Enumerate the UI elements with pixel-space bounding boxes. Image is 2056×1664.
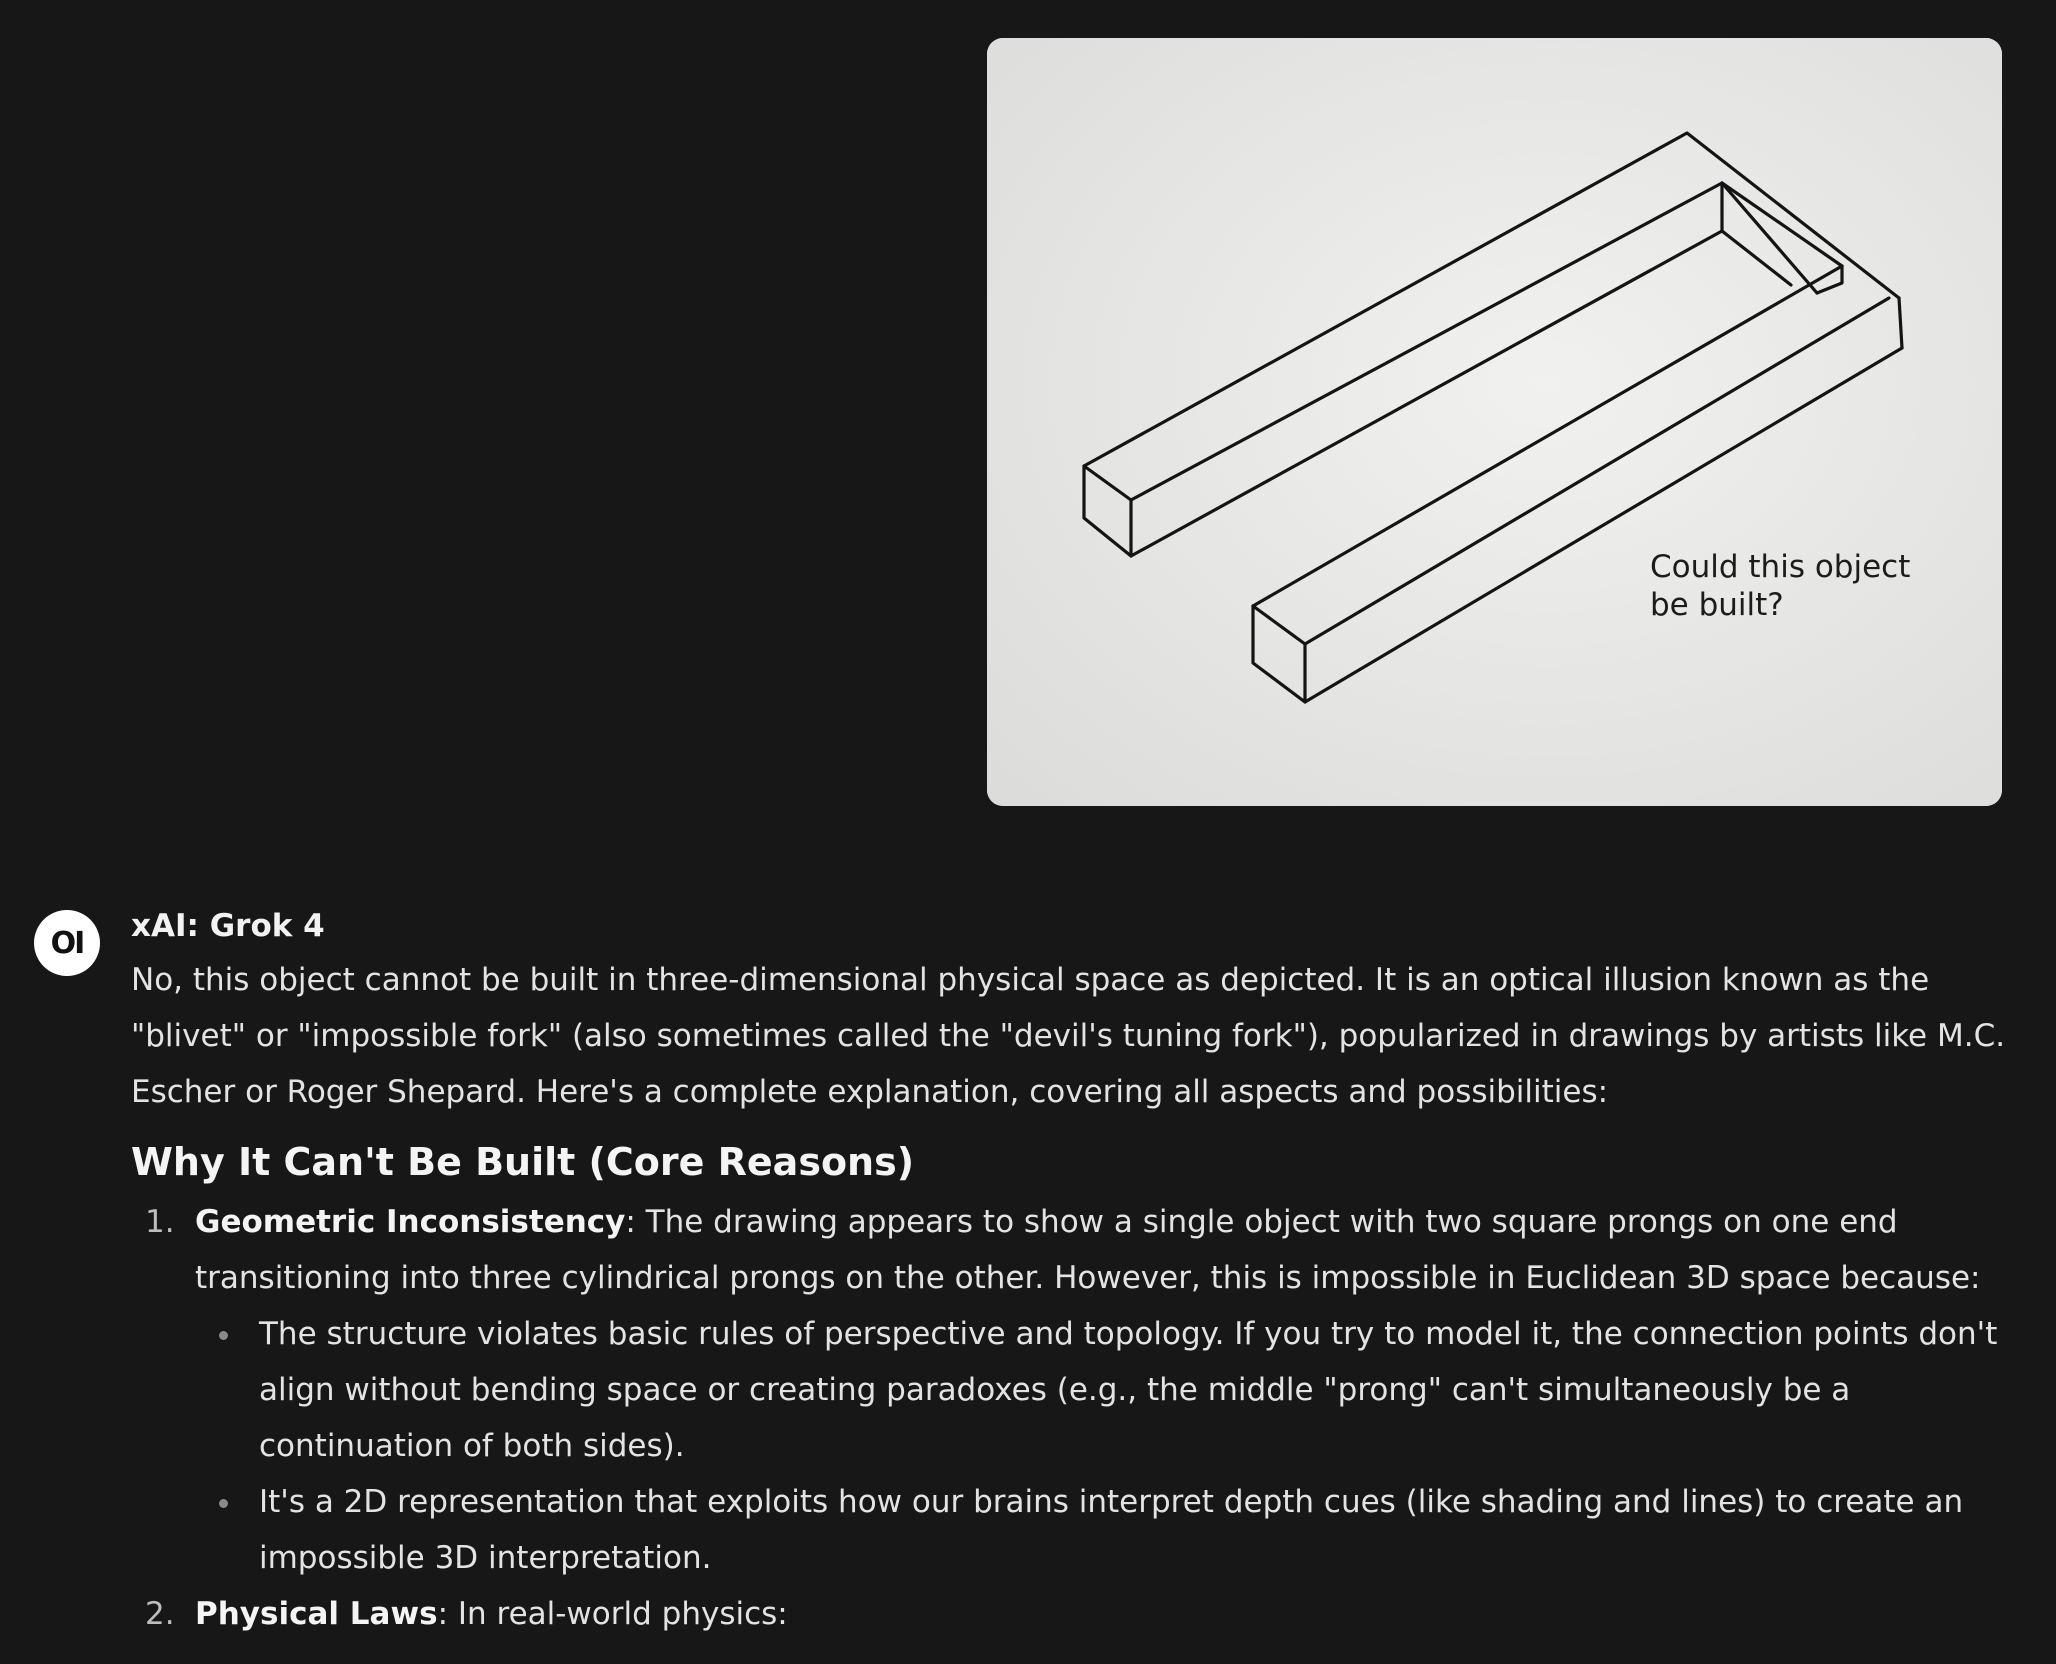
uploaded-image[interactable]	[987, 38, 2002, 806]
list-text: : In real-world physics:	[437, 1596, 788, 1632]
bullet-list	[195, 1306, 2011, 1586]
list-item	[131, 1586, 2011, 1642]
assistant-message	[131, 900, 2011, 1642]
image-caption: Could this object be built?	[1650, 549, 1911, 623]
intro-paragraph: No, this object cannot be built in three-dimensional physical space as depicted. It is an optical illusion known as the "blivet" or "impossible fork" (also sometimes called the "devil's tuning fork"), popularized in drawings by artists like M.C. Escher or Roger Shepard. Here's a complete explanation, covering all aspects and possibilities:	[131, 962, 2006, 1110]
list-number: 2.	[145, 1596, 175, 1632]
assistant-avatar	[34, 910, 100, 976]
bullet-dot	[219, 1499, 228, 1508]
list-item	[131, 1194, 2011, 1586]
section-heading: Why It Can't Be Built (Core Reasons)	[131, 1140, 915, 1184]
bullet-item	[195, 1306, 2011, 1474]
model-name: xAI: Grok 4	[131, 908, 325, 944]
bullet-dot	[219, 1331, 228, 1340]
bullet-item	[195, 1474, 2011, 1586]
list-term: Geometric Inconsistency	[195, 1204, 626, 1240]
list-text: : The drawing appears to show a single object with two square prongs on one end transitioning into three cylindrical prongs on the other. However, this is impossible in Euclidean 3D space because:	[195, 1204, 1981, 1296]
impossible-object-drawing	[987, 38, 2002, 806]
avatar-logo-text: OI	[50, 925, 84, 961]
bullet-text: It's a 2D representation that exploits how our brains interpret depth cues (like shading and lines) to create an impossible 3D interpretation.	[259, 1484, 1964, 1576]
bullet-text: The structure violates basic rules of perspective and topology. If you try to model it, the connection points don't align without bending space or creating paradoxes (e.g., the middle "prong" can't simultaneously be a continuation of both sides).	[259, 1316, 1998, 1464]
list-number: 1.	[145, 1204, 175, 1240]
numbered-list	[131, 1194, 2011, 1642]
list-term: Physical Laws	[195, 1596, 438, 1632]
